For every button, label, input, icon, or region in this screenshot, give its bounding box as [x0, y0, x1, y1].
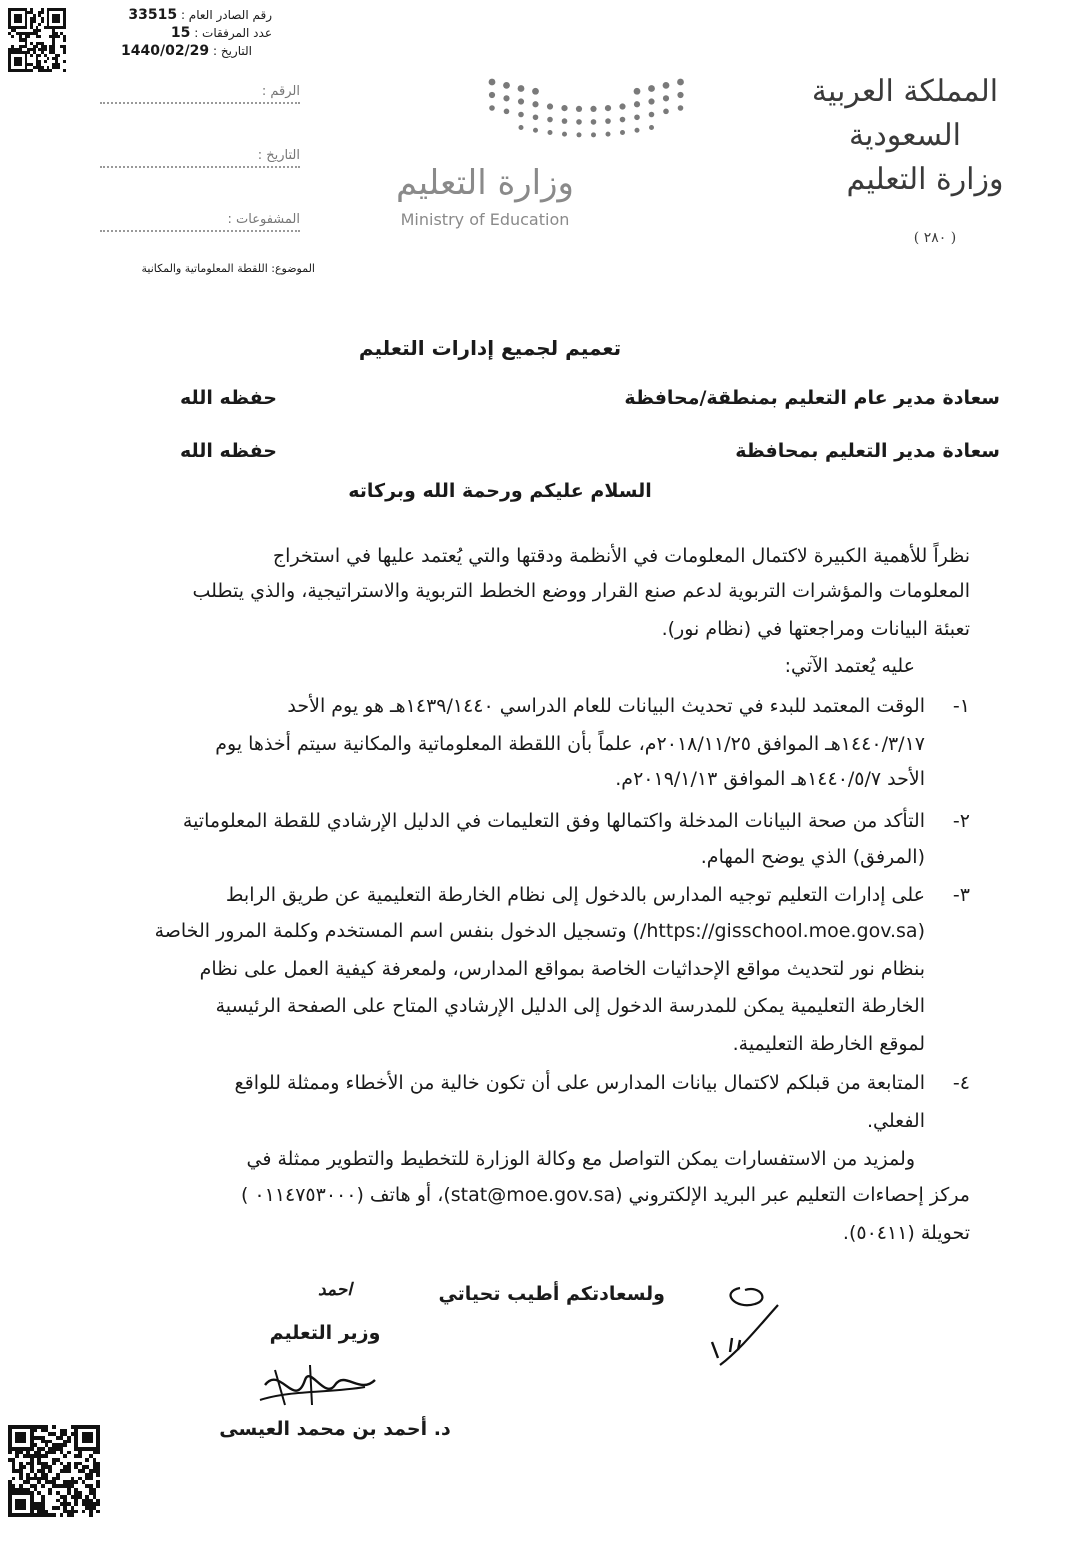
logo-dot	[518, 85, 525, 92]
logo-dot	[503, 95, 509, 101]
logo-dot	[489, 105, 495, 111]
attachments-field-label: المشفوعات :	[227, 212, 300, 227]
logo-dot	[548, 130, 553, 135]
ministry-code: ( ٢٨٠ )	[913, 230, 957, 246]
logo-dot	[619, 103, 625, 109]
addressee-1	[170, 387, 1000, 409]
addressee-1-text: سعادة مدير عام التعليم بمنطقة/محافظة	[624, 387, 1000, 409]
item-4-number: ٤-	[952, 1072, 970, 1094]
intro-line-1: نظراً للأهمية الكبيرة لاكتمال المعلومات في الأنظمة ودقتها والتي يُعتمد عليها في استخراج	[272, 545, 970, 567]
handwritten-initials	[700, 1280, 785, 1370]
logo-dot	[634, 88, 641, 95]
logo-dot	[533, 114, 539, 120]
logo-english: Ministry of Education	[400, 210, 570, 229]
ministry-name: وزارة التعليم	[846, 162, 1004, 197]
logo-dot	[503, 82, 510, 89]
logo-dot	[648, 98, 654, 104]
logo-dot	[591, 119, 597, 125]
qr-module	[96, 1513, 100, 1517]
logo-dot	[649, 125, 654, 130]
logo-dot	[590, 106, 596, 112]
logo-dot	[576, 119, 582, 125]
signatory-name: د. أحمد بن محمد العيسى	[219, 1418, 451, 1440]
item-1-number: ١-	[952, 695, 970, 717]
logo-dot	[663, 109, 669, 115]
item-1-line-2: ١٤٤٠/٣/١٧هـ الموافق ٢٠١٨/١١/٢٥م، علماً بأن اللقطة المعلوماتية والمكانية سيتم أخذها يوم	[215, 733, 925, 755]
logo-dot	[663, 95, 669, 101]
logo-dot	[576, 106, 582, 112]
qr-code-bottom	[8, 1425, 100, 1517]
item-4-line-1: المتابعة من قبلكم لاكتمال بيانات المدارس على أن تكون خالية من الأخطاء وممثلة للواقع	[234, 1072, 925, 1094]
logo-dot	[677, 92, 683, 98]
attachments-row	[72, 26, 272, 44]
logo-dot	[620, 130, 625, 135]
item-1-line-1: الوقت المعتمد للبدء في تحديث البيانات للعام الدراسي ١٤٣٩/١٤٤٠هـ هو يوم الأحد	[287, 695, 925, 717]
number-label: الرقم :	[261, 84, 300, 99]
logo-dot	[663, 82, 670, 89]
attachments-count: 15	[170, 25, 191, 41]
date-label: التاريخ :	[212, 44, 252, 58]
issue-date: 1440/02/29	[121, 43, 210, 59]
issue-number-row	[72, 8, 272, 26]
logo-dot	[532, 101, 538, 107]
attachments-label: عدد المرفقات :	[194, 26, 272, 40]
addressee-2-text: سعادة مدير التعليم بمحافظة	[735, 440, 1000, 462]
logo-dot	[519, 125, 524, 130]
logo-dot	[634, 114, 640, 120]
addressee-1-blessing: حفظه الله	[180, 387, 277, 409]
logo-dot	[635, 128, 640, 133]
logo-dot	[561, 105, 567, 111]
ministry-logo-text	[370, 160, 600, 229]
regards: ولسعادتكم أطيب تحياتي	[438, 1283, 665, 1305]
issue-number: 33515	[128, 7, 178, 23]
addressee-2-blessing: حفظه الله	[180, 440, 277, 462]
signatory-title: وزير التعليم	[269, 1322, 381, 1344]
logo-dot	[562, 132, 567, 137]
logo-dot	[678, 105, 684, 111]
logo-dot	[504, 109, 510, 115]
item-3-line-3: بنظام نور لتحديث مواقع الإحداثيات الخاصة بمواقع المدارس، ولمعرفة كيفية العمل على نظام	[199, 958, 925, 980]
logo-dot	[518, 98, 524, 104]
item-3-line-1: على إدارات التعليم توجيه المدارس بالدخول إلى نظام الخارطة التعليمية عن طريق الرابط	[225, 884, 925, 906]
logo-dot	[605, 118, 611, 124]
country-name: المملكة العربية السعودية	[811, 74, 999, 153]
salutation: السلام عليكم ورحمة الله وبركاته	[348, 480, 652, 502]
logo-dot	[591, 132, 596, 137]
lead-in: عليه يُعتمد الآتي:	[784, 655, 915, 677]
logo-arabic: وزارة التعليم	[396, 163, 574, 203]
issue-number-label: رقم الصادر العام :	[180, 8, 272, 22]
logo-dot	[577, 132, 582, 137]
form-fields	[100, 80, 300, 232]
logo-dot	[677, 79, 684, 86]
logo-dot	[489, 79, 496, 86]
item-2-line-2: (المرفق) الذي يوضح المهام.	[700, 846, 925, 868]
closing-line-1: ولمزيد من الاستفسارات يمكن التواصل مع وكالة الوزارة للتخطيط والتطوير ممثلة في	[246, 1148, 915, 1170]
logo-dot	[489, 92, 495, 98]
logo-dot	[605, 105, 611, 111]
qr-module	[63, 69, 66, 72]
date-row	[72, 44, 272, 62]
closing-line-3: تحويلة (٥٠٤١١).	[842, 1222, 970, 1244]
issue-meta	[72, 8, 272, 62]
item-3-line-5: لموقع الخارطة التعليمية.	[732, 1033, 925, 1055]
letterhead-right	[770, 70, 1040, 246]
qr-code-top	[8, 8, 66, 72]
item-3-line-2: (https://gisschool.moe.gov.sa/) وتسجيل الدخول بنفس اسم المستخدم وكلمة المرور الخاصة	[154, 920, 925, 942]
ministry-logo-dots	[480, 72, 690, 138]
logo-dot	[547, 117, 553, 123]
signature	[250, 1355, 380, 1415]
logo-dot	[649, 112, 655, 118]
logo-dot	[634, 101, 640, 107]
closing-line-2: مركز إحصاءات التعليم عبر البريد الإلكتروني (stat@moe.gov.sa)، أو هاتف (٠١١٤٧٥٣٠٠٠ )	[240, 1184, 970, 1206]
circular-title: تعميم لجميع إدارات التعليم	[358, 336, 622, 360]
logo-dot	[606, 132, 611, 137]
logo-dot	[562, 118, 568, 124]
date-field	[100, 144, 300, 168]
item-3-line-4: الخارطة التعليمية يمكن للمدرسة الدخول إلى الدليل الإرشادي المتاح على الصفحة الرئيسية	[215, 995, 925, 1017]
attachments-field	[100, 208, 300, 232]
logo-dot	[547, 103, 553, 109]
item-4-line-2: الفعلي.	[866, 1110, 925, 1132]
logo-dot	[532, 88, 539, 95]
intro-line-3: تعبئة البيانات ومراجعتها في (نظام نور).	[661, 618, 970, 640]
logo-dot	[620, 117, 626, 123]
number-field	[100, 80, 300, 104]
intro-line-2: المعلومات والمؤشرات التربوية لدعم صنع القرار ووضع الخطط التربوية والاستراتيجية، والذي يتطلب	[192, 580, 970, 602]
logo-dot	[533, 128, 538, 133]
item-3-number: ٣-	[952, 884, 970, 906]
item-2-line-1: التأكد من صحة البيانات المدخلة واكتمالها وفق التعليمات في الدليل الإرشادي للقطة المعلوماتية	[182, 810, 925, 832]
logo-dot	[648, 85, 655, 92]
signature-note: احمد	[318, 1280, 352, 1300]
logo-dot	[518, 112, 524, 118]
subject: الموضوع: اللقطة المعلوماتية والمكانية	[141, 262, 315, 275]
date-field-label: التاريخ :	[257, 148, 300, 163]
item-2-number: ٢-	[952, 810, 970, 832]
addressee-2	[170, 440, 1000, 462]
item-1-line-3: الأحد ١٤٤٠/٥/٧هـ الموافق ٢٠١٩/١/١٣م.	[615, 768, 925, 790]
